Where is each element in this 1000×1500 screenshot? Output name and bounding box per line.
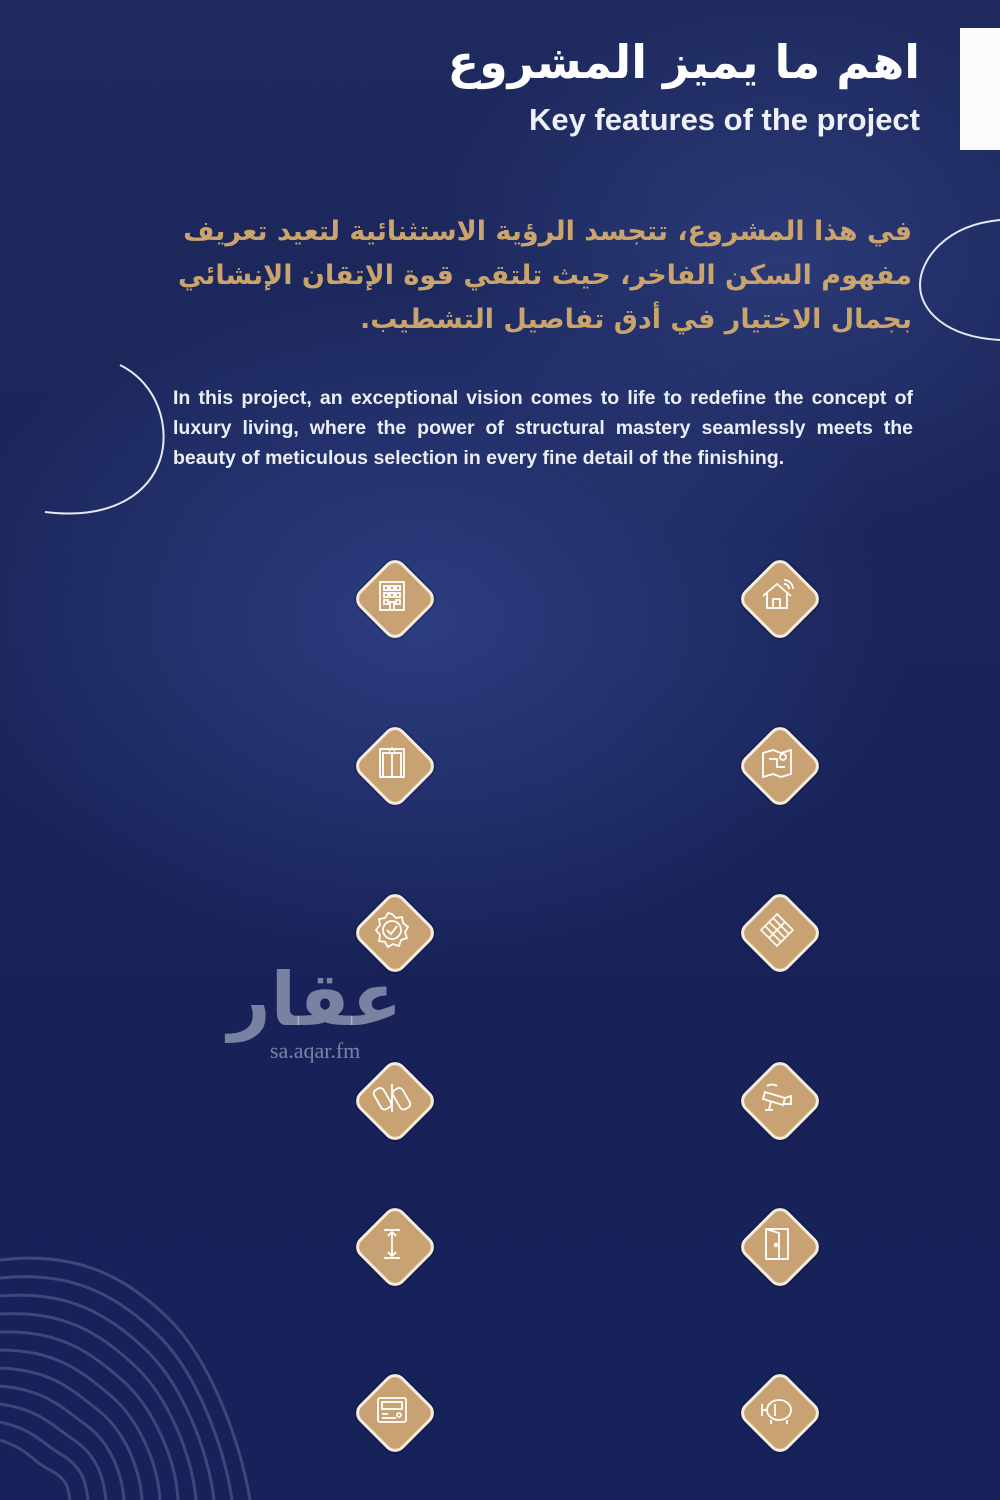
building-icon [364, 568, 420, 624]
watermark-main: عقار [228, 957, 403, 1043]
page-title-en: Key features of the project [528, 102, 920, 137]
decorative-arc-right [915, 215, 1000, 345]
page-title-ar: اهم ما يميز المشروع [447, 35, 920, 89]
watermark-url: sa.aqar.fm [269, 1038, 361, 1063]
camera-icon [749, 1070, 805, 1126]
smart-home-icon [749, 568, 805, 624]
quality-badge-icon [364, 902, 420, 958]
decorative-arc-left [40, 360, 170, 525]
page-title-block [448, 30, 920, 138]
watermark-logo [228, 957, 403, 1064]
tiles-icon [749, 902, 805, 958]
map-location-icon [749, 735, 805, 791]
intro-text-ar: في هذا المشروع، تتجسد الرؤية الاستثنائية لتعيد تعريف مفهوم السكن الفاخر، حيث تلتقي قوة الإتقان الإنشائي بجمال الاختيار في أدق تفاصيل التشطيب. [177, 216, 912, 335]
water-tank-icon [749, 1382, 805, 1438]
intro-text-en: In this project, an exceptional vision comes to life to redefine the concept of luxury living, where the power of structural mastery seamlessly meets the beauty of meticulous selection in every fine detail of the finishing. [173, 387, 913, 469]
meter-icon [364, 1382, 420, 1438]
elevator-icon [364, 735, 420, 791]
ceiling-height-icon [364, 1216, 420, 1272]
decorative-waves [0, 1240, 340, 1500]
parking-icon [364, 1070, 420, 1126]
door-icon [749, 1216, 805, 1272]
white-edge-tab [960, 28, 1000, 150]
